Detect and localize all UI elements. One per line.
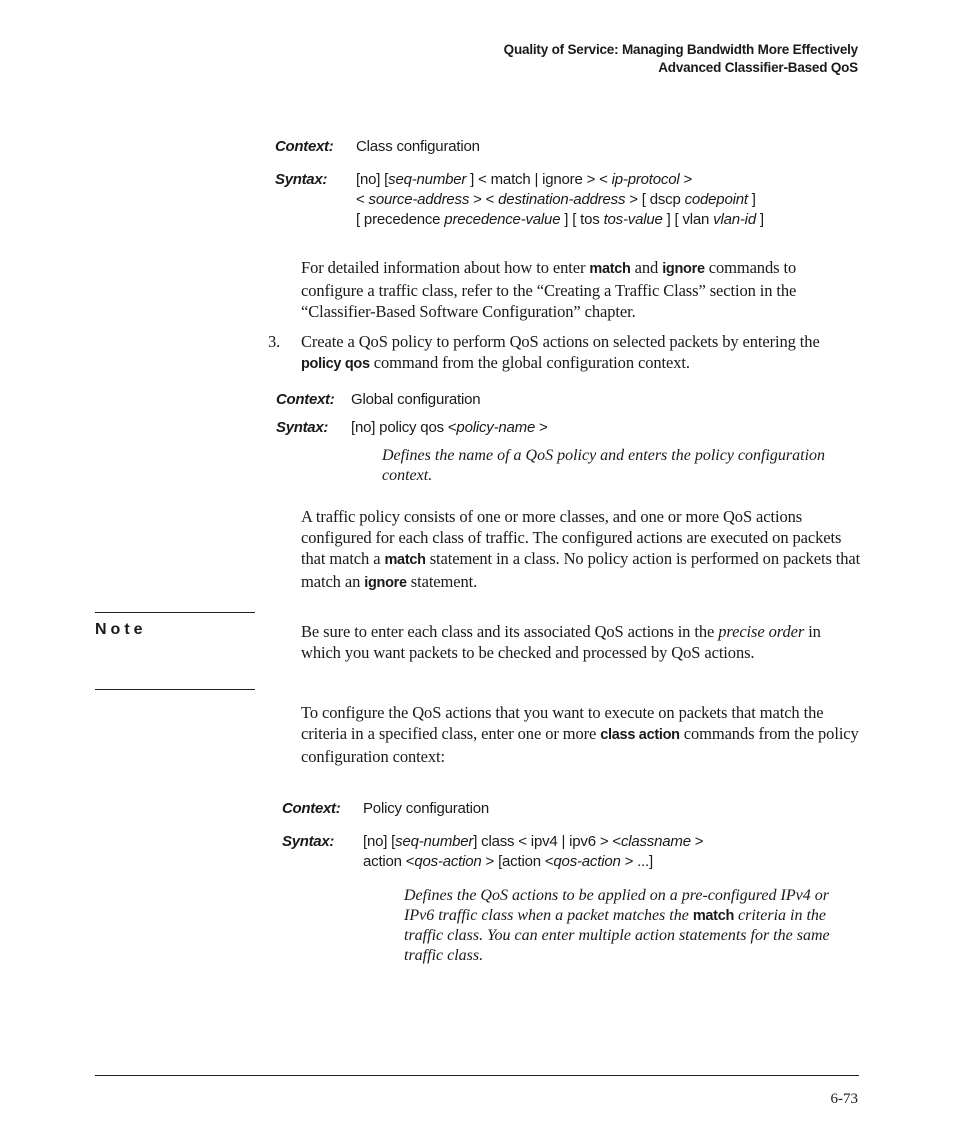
body-paragraph: A traffic policy consists of one or more classes, and one or more QoS actions configured for each class of traffic. The configured actions are executed on packets that match a match statement in a class. No policy action is performed on packets that match an ignore statement. [301,507,861,591]
syntax-line: [ precedence precedence-value ] [ tos tos-value ] [ vlan vlan-id ] [356,211,764,228]
note-text: Be sure to enter each class and its associated QoS actions in the precise order in which you want packets to be checked and processed by QoS actions. [301,622,821,662]
header-chapter-title: Quality of Service: Managing Bandwidth More Effectively [503,42,858,57]
syntax-line: < source-address > < destination-address > [ dscp codepoint ] [356,191,756,208]
syntax-block [356,170,764,230]
syntax-block [363,832,703,872]
syntax-label: Syntax: [275,171,328,188]
syntax-label: Syntax: [282,833,335,850]
syntax-description: Defines the QoS actions to be applied on a pre-configured IPv4 or IPv6 traffic class when a packet matches the match criteria in the traffic class. You can enter multiple action statements for the same traffic class. [404,887,830,964]
context-label: Context: [282,800,341,817]
syntax-description: Defines the name of a QoS policy and enters the policy configuration context. [382,447,826,484]
context-label: Context: [276,391,335,408]
syntax-label: Syntax: [276,419,329,436]
syntax-line: [no] policy qos <policy-name > [351,419,548,436]
body-paragraph: For detailed information about how to enter match and ignore commands to configure a traffic class, refer to the “Creating a Traffic Class” section in the “Classifier-Based Software Configuration” chapter. [301,258,797,321]
step-number: 3. [268,332,281,351]
context-value: Global configuration [351,391,481,408]
syntax-line: action <qos-action > [action <qos-action > ...] [363,853,653,870]
running-header [504,41,858,77]
footer-rule [95,1075,859,1076]
context-value: Policy configuration [363,800,490,817]
note-title: Note [95,621,147,638]
note-bottom-rule [95,689,255,690]
page-number: 6-73 [830,1091,858,1107]
context-label: Context: [275,138,334,155]
context-value: Class configuration [356,138,480,155]
header-section-title: Advanced Classifier-Based QoS [658,60,858,75]
syntax-line: [no] [seq-number] class < ipv4 | ipv6 > <classname > [363,833,704,850]
body-paragraph: To configure the QoS actions that you want to execute on packets that match the criteria in a specified class, enter one or more class action commands from the policy configuration context: [301,703,859,766]
step-text: Create a QoS policy to perform QoS actions on selected packets by entering the policy qos command from the global configuration context. [301,332,820,372]
note-top-rule [95,612,255,613]
syntax-line: [no] [seq-number ] < match | ignore > < ip-protocol > [356,171,693,188]
